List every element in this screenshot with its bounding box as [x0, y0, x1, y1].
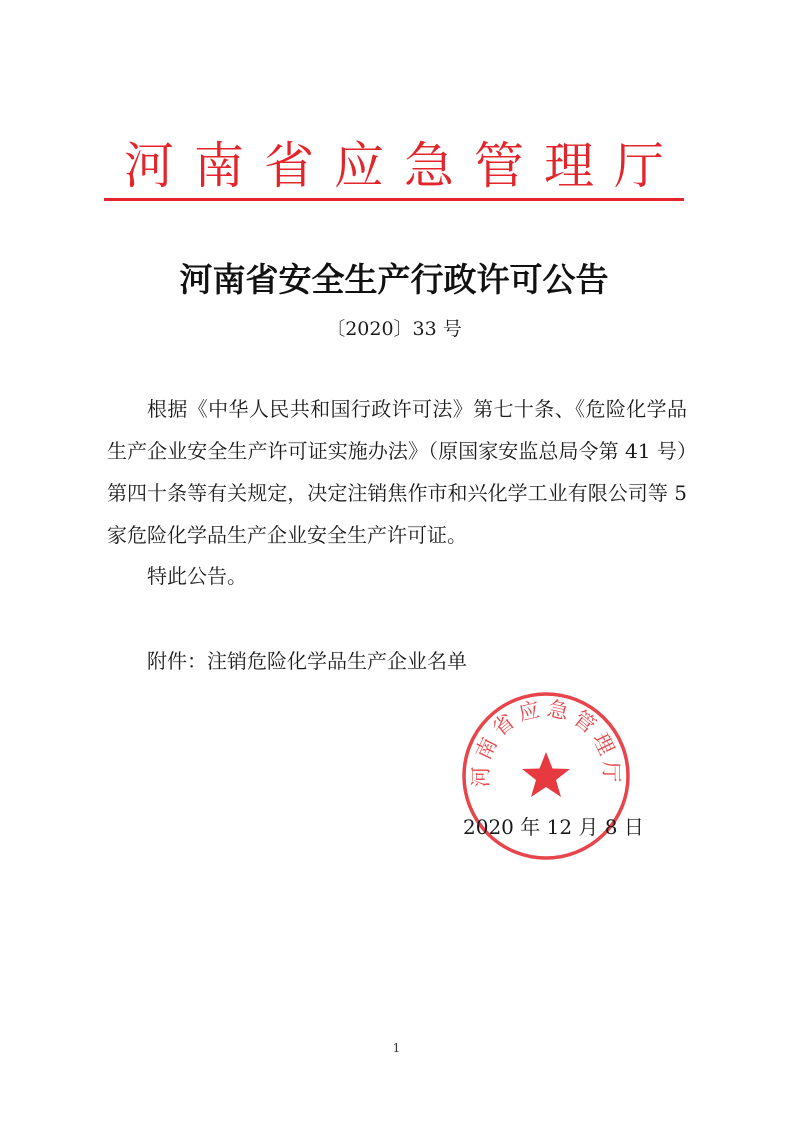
attachment-line: 附件：注销危险化学品生产企业名单 [147, 649, 467, 673]
closing-notice: 特此公告。 [147, 564, 247, 588]
letterhead-title: 河南省应急管理厅 [124, 137, 684, 195]
document-date: 2020 年 12 月 8 日 [463, 815, 644, 839]
document-number: 〔2020〕33 号 [326, 318, 462, 340]
document-title: 河南省安全生产行政许可公告 [179, 260, 609, 299]
star-icon [522, 752, 570, 797]
page-number: 1 [392, 1041, 401, 1055]
document-body [107, 388, 687, 556]
letterhead-red-rule [104, 198, 684, 201]
body-paragraph: 根据《中华人民共和国行政许可法》第七十条、《危险化学品生产企业安全生产许可证实施办法》（原国家安监总局令第 41 号）第四十条等有关规定，决定注销焦作市和兴化学工业有限公司等 5 家危险化学品生产企业安全生产许可证。 [107, 397, 687, 547]
seal-text: 河南省应急管理厅 [468, 696, 624, 788]
